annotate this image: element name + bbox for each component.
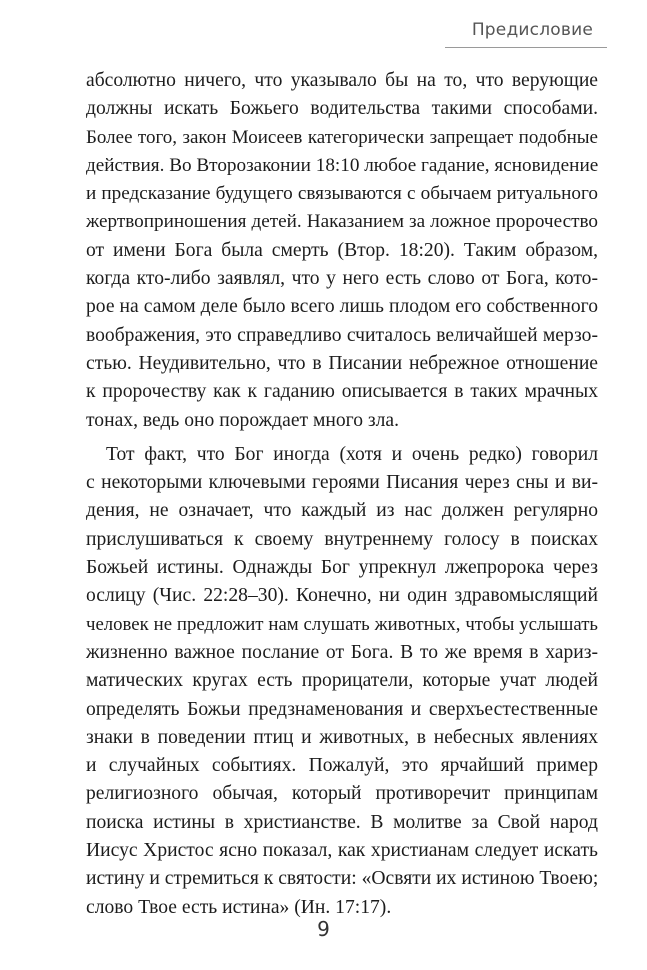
- text-line: Иисус Христос ясно показал, как христианам следует искать: [86, 840, 598, 862]
- text-line: действия. Во Второзаконии 18:10 любое гадание, ясновидение: [86, 154, 599, 176]
- running-head-title: Предисловие: [471, 20, 593, 40]
- text-line: абсолютно ничего, что указывало бы на то, что верующие: [86, 70, 598, 91]
- text-line: воображения, это справедливо считалось величайшей мерзо-: [86, 324, 598, 346]
- text-line: и случайных событиях. Пожалуй, это ярчайший пример: [86, 755, 598, 777]
- text-line: и предсказание будущего связываются с обычаем ритуального: [86, 183, 598, 205]
- text-line: матических кругах есть прорицатели, которые учат людей: [86, 670, 598, 692]
- text-line: Более того, закон Моисеев категорически запрещает подобные: [86, 126, 598, 148]
- text-line: ослицу (Чис. 22:28–30). Конечно, ни один здравомыслящий: [86, 585, 598, 607]
- text-line: истину и стремиться к святости: «Освяти их истиною Твоею;: [86, 868, 599, 890]
- text-line: дения, не означает, что каждый из нас должен регулярно: [86, 500, 598, 522]
- text-line: стью. Неудивительно, что в Писании небрежное отношение: [86, 352, 598, 374]
- text-line: когда кто-либо заявлял, что у него есть слово от Бога, кото-: [86, 268, 598, 290]
- text-line: слово Твое есть истина» (Ин. 17:17).: [86, 896, 392, 918]
- text-line: должны искать Божьего водительства такими способами.: [86, 98, 598, 120]
- text-line: жертвоприношения детей. Наказанием за ложное пророчество: [86, 211, 598, 233]
- paragraph-1: [86, 67, 598, 435]
- text-line: рое на самом деле было всего лишь плодом его собственного: [86, 296, 598, 318]
- paragraph-2: [86, 441, 598, 922]
- text-line: прислушиваться к своему внутреннему голосу в поисках: [86, 528, 598, 550]
- text-line: Тот факт, что Бог иногда (хотя и очень редко) говорил: [106, 443, 598, 465]
- body-text: [86, 67, 598, 922]
- text-line: с некоторыми ключевыми героями Писания через сны и ви-: [86, 472, 598, 494]
- text-line: религиозного обычая, который противоречит принципам: [86, 783, 598, 805]
- text-line: поиска истины в христианстве. В молитве за Свой народ: [86, 811, 598, 833]
- text-line: Божьей истины. Однажды Бог упрекнул лжепророка через: [86, 557, 598, 579]
- page-number: 9: [317, 917, 330, 941]
- text-line: тонах, ведь оно порождает много зла.: [86, 409, 400, 431]
- text-line: человек не предложит нам слушать животных, чтобы услышать: [86, 613, 598, 635]
- text-line: определять Божьи предзнаменования и сверхъестественные: [86, 698, 598, 720]
- text-line: от имени Бога была смерть (Втор. 18:20). Таким образом,: [86, 239, 598, 261]
- text-line: знаки в поведении птиц и животных, в небесных явлениях: [86, 726, 598, 748]
- text-line: жизненно важное послание от Бога. В то же время в хариз-: [86, 641, 598, 663]
- text-line: к пророчеству как к гаданию описывается в таких мрачных: [86, 381, 598, 403]
- header-rule: [445, 47, 607, 48]
